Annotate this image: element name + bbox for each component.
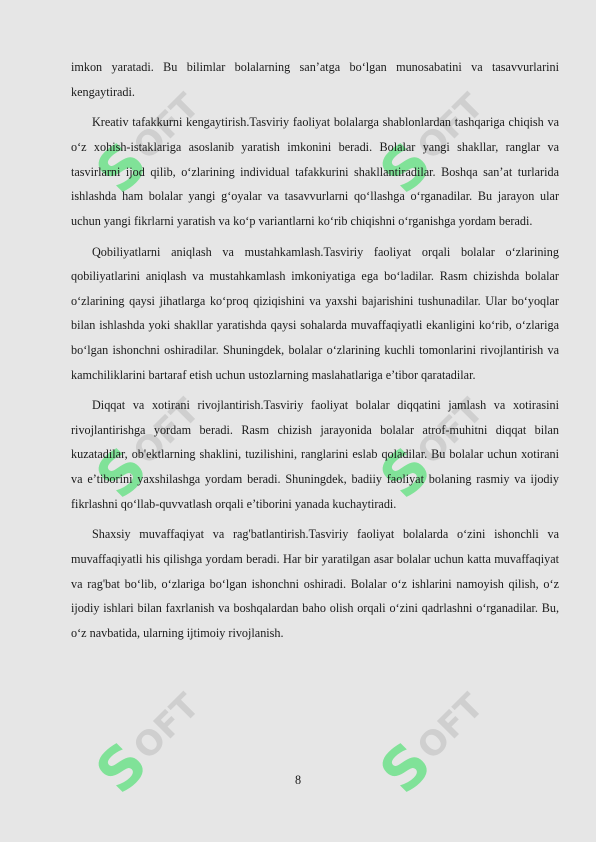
paragraph-creative-thinking: Kreativ tafakkurni kengaytirish.Tasviriy faoliyat bolalarga shablonlardan tashqariga chiqish va o‘z xohish-istaklariga asoslanib yaratish imkonini beradi. Bolalar yangi shakllar, ranglar va tasvirlarni ijod qilib, o‘zlarining individual tafakkurini shakllantiradilar. Boshqa san’at turlarida ishlashda ham bolalar yangi g‘oyalar va tasavvurlarni qo‘llashga o‘rganadilar. Bu jarayon ular uchun yangi fikrlarni yaratish va ko‘p variantlarni ko‘rib chiqishni o‘rganishga yordam beradi. xyxy=(71,115,559,228)
svg-text:OFT: OFT xyxy=(409,391,492,473)
page-number: 8 xyxy=(294,773,302,787)
svg-text:OFT: OFT xyxy=(409,86,492,168)
svg-text:S: S xyxy=(366,728,445,807)
svg-text:S: S xyxy=(82,728,161,807)
paragraph-attention-memory: Diqqat va xotirani rivojlantirish.Tasviriy faoliyat bolalar diqqatini jamlash va xotirasini rivojlantirishga yordam beradi. Rasm chizish jarayonida bolalar atrof-muhitni diqqat bilan kuzatadilar, ob'ektlarning shaklini, tuzilishini, ranglarini eslab qoladilar. Bu bolalar uchun xotirani va e’tiborini yaxshilashga yordam beradi. Shuningdek, badiiy faoliyat bolaning rasmiy va ijodiy fikrlashni qo‘llab-quvvatlash orqali e’tiborini yanada kuchaytiradi. xyxy=(71,398,559,511)
svg-text:OFT: OFT xyxy=(125,686,208,768)
svg-text:OFT: OFT xyxy=(125,391,208,473)
paragraph-personal-success: Shaxsiy muvaffaqiyat va rag'batlantirish.Tasviriy faoliyat bolalarda o‘zini ishonchli va muvaffaqiyatli his qilishga yordam beradi. Har bir yaratilgan asar bolalar uchun katta muvaffaqiyat va rag'bat bo‘lib, o‘zlariga bo‘lgan ishonchni oshiradi. Bolalar o‘z ishlarini namoyish qilish, o‘z ijodiy ishlari bilan faxrlanish va boshqalardan baho olish orqali o‘zini qadrlashni o‘rganadilar. Bu, o‘z navbatida, ularning ijtimoiy rivojlanish. xyxy=(71,527,559,640)
paragraph-continuation: imkon yaratadi. Bu bilimlar bolalarning san’atga bo‘lgan munosabatini va tasavvurlarini kengaytiradi. xyxy=(71,60,559,99)
watermark-logo-bottom-right xyxy=(356,660,516,820)
paragraph-abilities: Qobiliyatlarni aniqlash va mustahkamlash.Tasviriy faoliyat orqali bolalar o‘zlarining qobiliyatlarini aniqlash va mustahkamlash imkoniyatiga ega bo‘ladilar. Rasm chizishda bolalar o‘zlarining qaysi jihatlarga ko‘proq qiziqishini va yaxshi bajarishini tushunadilar. Ular bo‘yoqlar bilan ishlashda yoki shakllar yaratishda qaysi sohalarda muvaffaqiyatli ekanligini ko‘rib, o‘zlariga bo‘lgan ishonchni oshiradilar. Shuningdek, bolalar o‘zlarining kuchli tomonlarini rivojlantirish va kamchiliklarini bartaraf etish uchun ustozlarning maslahatlariga e’tibor qaratadilar. xyxy=(71,244,559,382)
svg-text:S: S xyxy=(82,128,161,207)
svg-text:S: S xyxy=(366,128,445,207)
svg-text:OFT: OFT xyxy=(409,686,492,768)
watermark-logo-bottom-left xyxy=(72,660,232,820)
svg-text:S: S xyxy=(366,433,445,512)
body-text xyxy=(71,55,559,652)
svg-text:S: S xyxy=(82,433,161,512)
svg-text:OFT: OFT xyxy=(125,86,208,168)
